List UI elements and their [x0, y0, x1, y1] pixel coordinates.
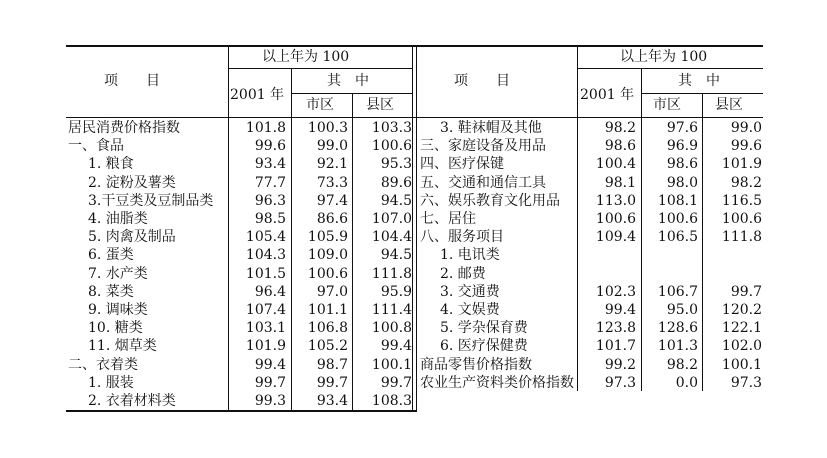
header-base-left: 以上年为 100 [262, 49, 350, 65]
left-row-urban-value: 97.0 [316, 283, 348, 300]
right-row-label: 三、家庭设备及用品 [420, 138, 546, 155]
left-row-v2001-value: 101.5 [245, 265, 286, 282]
header-item-left: 项 目 [104, 73, 160, 89]
left-row-county-value: 95.3 [380, 156, 412, 173]
right-row-v2001-value: 99.2 [604, 356, 636, 373]
right-row-v2001-value: 109.4 [595, 229, 636, 246]
right-row-label: 五、交通和通信工具 [420, 174, 546, 191]
header-year-right: 2001 年 [580, 87, 635, 103]
right-row-label: 5. 学杂保育费 [440, 320, 528, 337]
left-row-urban-value: 109.0 [307, 247, 348, 264]
left-row-county-value: 103.3 [371, 120, 412, 136]
left-row-label: 二、衣着类 [68, 356, 138, 373]
header-rule-base-right [578, 68, 763, 69]
left-row-urban-value: 101.1 [307, 302, 348, 318]
right-row-v2001-value: 123.8 [595, 320, 636, 337]
header-urban-right: 市区 [653, 97, 681, 113]
left-row-urban-value: 92.1 [316, 156, 348, 173]
left-row-label: 1. 服装 [88, 374, 134, 391]
left-row-county-value: 94.5 [380, 192, 412, 209]
left-row-urban-value: 99.7 [316, 374, 348, 391]
left-row-v2001-value: 101.8 [245, 120, 286, 136]
right-row-urban-value: 106.7 [657, 283, 698, 300]
left-row-v2001-value: 103.1 [245, 320, 286, 337]
left-row-v2001-value: 99.3 [254, 393, 286, 409]
left-row-v2001-value: 107.4 [245, 302, 286, 318]
left-row-urban-value: 98.7 [316, 356, 348, 373]
header-base-right: 以上年为 100 [620, 49, 708, 65]
right-row-county-value: 102.0 [721, 338, 762, 355]
right-row-label: 商品零售价格指数 [420, 356, 532, 373]
left-row-v2001-value: 77.7 [254, 174, 286, 191]
right-row-v2001-value: 101.7 [595, 338, 636, 355]
right-row-v2001-value: 98.2 [604, 120, 636, 136]
left-row-county-value: 100.1 [371, 356, 412, 373]
header-county-left: 县区 [366, 97, 394, 113]
right-row-label: 八、服务项目 [420, 229, 504, 246]
right-row-v2001-value: 100.6 [595, 211, 636, 227]
left-row-urban-value: 106.8 [307, 320, 348, 337]
right-row-label: 2. 邮费 [440, 265, 486, 282]
left-row-county-value: 99.4 [380, 338, 412, 355]
right-row-urban-value: 100.6 [657, 211, 698, 227]
right-row-v2001-value: 100.4 [595, 156, 636, 173]
left-row-v2001-value: 96.4 [254, 283, 286, 300]
left-row-label: 6. 蛋类 [88, 247, 134, 264]
right-row-county-value: 99.6 [730, 138, 762, 155]
right-row-urban-value: 108.1 [657, 192, 698, 209]
right-row-label: 六、娱乐教育文化用品 [420, 192, 560, 209]
left-row-county-value: 107.0 [371, 211, 412, 227]
left-row-urban-value: 73.3 [316, 174, 348, 191]
left-row-urban-value: 105.9 [307, 229, 348, 246]
right-row-label: 七、居住 [420, 211, 476, 227]
header-county-right: 县区 [715, 97, 743, 113]
left-row-county-value: 104.4 [371, 229, 412, 246]
left-row-v2001-value: 99.4 [254, 356, 286, 373]
left-row-urban-value: 86.6 [316, 211, 348, 227]
right-row-county-value: 98.2 [730, 174, 762, 191]
right-row-label: 4. 文娱费 [440, 302, 500, 318]
left-row-urban-value: 100.6 [307, 265, 348, 282]
left-row-v2001-value: 101.9 [245, 338, 286, 355]
left-col-divider-2 [291, 68, 292, 411]
left-row-label: 8. 菜类 [88, 283, 134, 300]
left-row-label: 5. 肉禽及制品 [88, 229, 176, 246]
left-row-v2001-value: 98.5 [254, 211, 286, 227]
right-row-county-value: 111.8 [721, 229, 762, 246]
right-col-divider-2 [641, 68, 642, 391]
right-row-urban-value: 96.9 [666, 138, 698, 155]
left-row-urban-value: 100.3 [307, 120, 348, 136]
header-rule-base [229, 68, 412, 69]
right-col-divider-1 [577, 45, 578, 391]
right-row-county-value: 97.3 [730, 374, 762, 391]
left-row-v2001-value: 93.4 [254, 156, 286, 173]
header-urban-left: 市区 [306, 97, 334, 113]
center-double-divider [412, 45, 417, 411]
left-row-urban-value: 99.0 [316, 138, 348, 155]
left-row-county-value: 95.9 [380, 283, 412, 300]
right-row-urban-value: 98.6 [666, 156, 698, 173]
right-row-county-value: 99.7 [730, 283, 762, 300]
right-row-v2001-value: 98.6 [604, 138, 636, 155]
left-row-v2001-value: 96.3 [254, 192, 286, 209]
header-among-left: 其 中 [327, 73, 369, 89]
left-row-v2001-value: 99.7 [254, 374, 286, 391]
left-row-county-value: 89.6 [380, 174, 412, 191]
left-row-county-value: 111.8 [371, 265, 412, 282]
right-row-urban-value: 95.0 [666, 302, 698, 318]
right-row-urban-value: 98.0 [666, 174, 698, 191]
left-col-divider-1 [228, 45, 229, 411]
right-row-urban-value: 97.6 [666, 120, 698, 136]
right-row-urban-value: 0.0 [675, 374, 698, 391]
left-col-divider-3 [352, 93, 353, 411]
left-row-label: 一、食品 [68, 138, 124, 155]
header-year-left: 2001 年 [230, 87, 285, 103]
right-row-v2001-value: 99.4 [604, 302, 636, 318]
right-row-county-value: 101.9 [721, 156, 762, 173]
right-row-urban-value: 106.5 [657, 229, 698, 246]
right-row-county-value: 120.2 [721, 302, 762, 318]
right-row-county-value: 99.0 [730, 120, 762, 136]
left-row-label: 1. 粮食 [88, 156, 134, 173]
left-row-label: 10. 糖类 [88, 320, 143, 337]
right-row-urban-value: 128.6 [657, 320, 698, 337]
right-row-v2001-value: 98.1 [604, 174, 636, 191]
right-row-county-value: 116.5 [721, 192, 762, 209]
left-row-label: 2. 淀粉及薯类 [88, 174, 176, 191]
left-row-label: 4. 油脂类 [88, 211, 148, 227]
left-row-label: 2. 衣着材料类 [88, 393, 176, 409]
right-row-county-value: 100.6 [721, 211, 762, 227]
left-row-county-value: 99.7 [380, 374, 412, 391]
right-row-urban-value: 101.3 [657, 338, 698, 355]
left-row-county-value: 100.6 [371, 138, 412, 155]
right-row-urban-value: 98.2 [666, 356, 698, 373]
right-col-divider-3 [702, 93, 703, 391]
header-item-right: 项 目 [454, 73, 510, 89]
left-row-label: 9. 调味类 [88, 302, 148, 318]
left-row-v2001-value: 99.6 [254, 138, 286, 155]
left-row-urban-value: 97.4 [316, 192, 348, 209]
table-bottom-rule [66, 410, 417, 412]
header-among-right: 其 中 [678, 73, 720, 89]
left-row-label: 居民消费价格指数 [68, 120, 180, 136]
right-row-label: 农业生产资料类价格指数 [420, 374, 574, 391]
left-row-urban-value: 93.4 [316, 393, 348, 409]
left-row-v2001-value: 105.4 [245, 229, 286, 246]
right-row-label: 3. 交通费 [440, 283, 500, 300]
left-row-label: 7. 水产类 [88, 265, 148, 282]
left-row-county-value: 94.5 [380, 247, 412, 264]
left-row-v2001-value: 104.3 [245, 247, 286, 264]
left-row-label: 11. 烟草类 [88, 338, 157, 355]
left-row-urban-value: 105.2 [307, 338, 348, 355]
right-row-label: 四、医疗保键 [420, 156, 504, 173]
right-row-v2001-value: 97.3 [604, 374, 636, 391]
left-row-county-value: 111.4 [371, 302, 412, 318]
right-row-label: 3. 鞋袜帽及其他 [440, 120, 542, 136]
right-row-county-value: 100.1 [721, 356, 762, 373]
right-row-county-value: 122.1 [721, 320, 762, 337]
left-row-label: 3.干豆类及豆制品类 [88, 192, 214, 209]
right-row-v2001-value: 102.3 [595, 283, 636, 300]
right-row-label: 6. 医疗保健费 [440, 338, 528, 355]
right-row-v2001-value: 113.0 [595, 192, 636, 209]
left-row-county-value: 100.8 [371, 320, 412, 337]
right-row-label: 1. 电讯类 [440, 247, 500, 264]
left-row-county-value: 108.3 [371, 393, 412, 409]
